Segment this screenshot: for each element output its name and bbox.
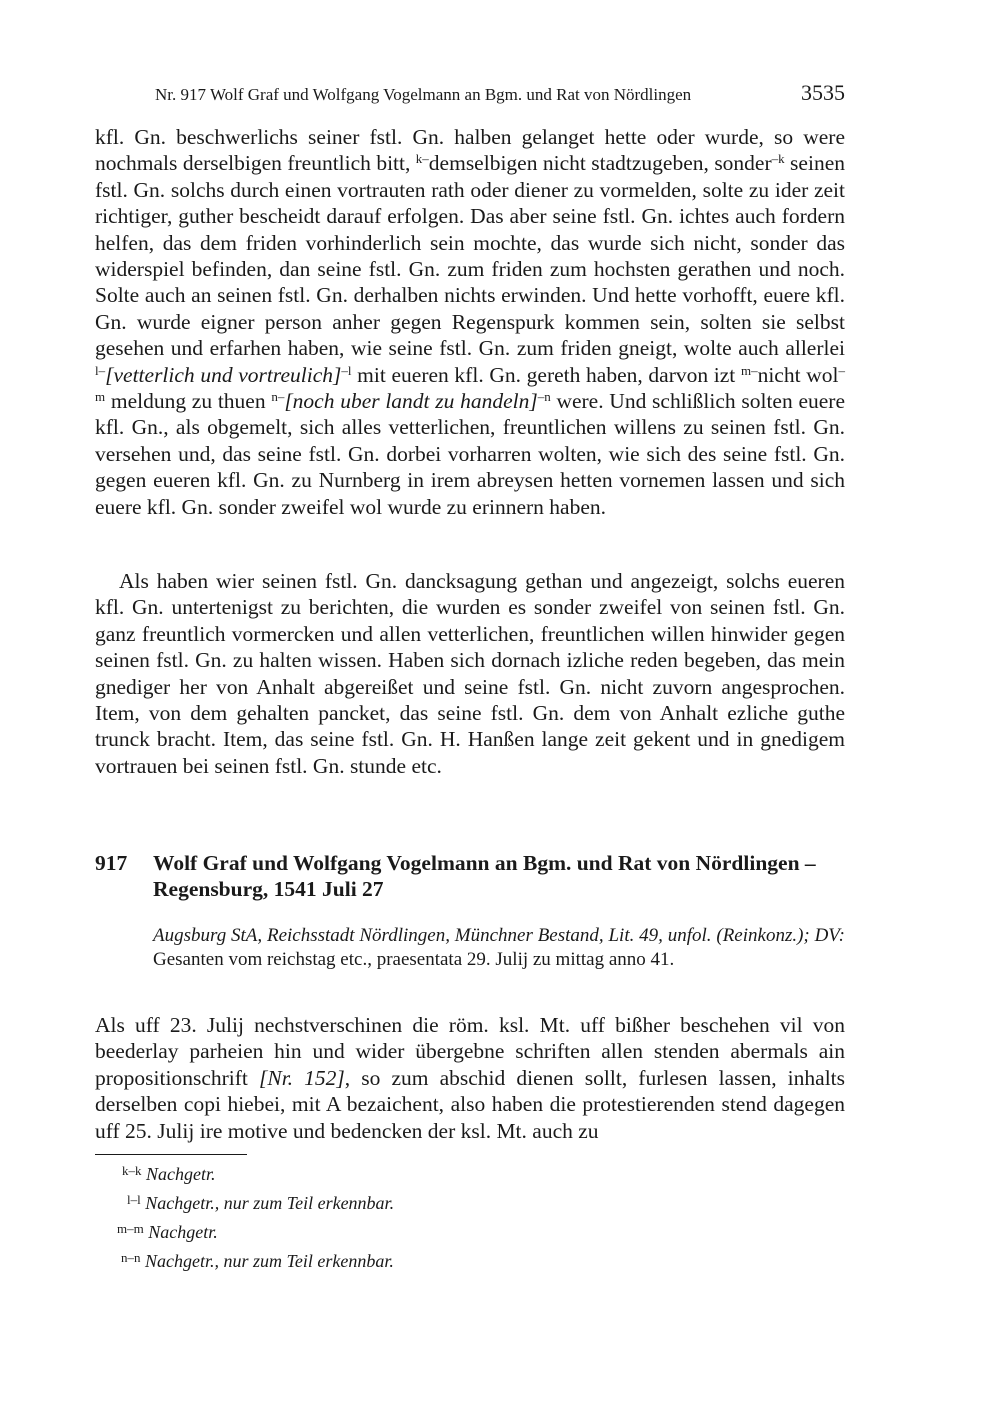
footnote-marker: m– — [740, 362, 758, 378]
footnote — [95, 1216, 845, 1245]
text-run: mit eueren kfl. Gn. gereth haben, darvon izt — [351, 362, 741, 387]
document-title: Wolf Graf und Wolfgang Vogelmann an Bgm. und Rat von Nördlingen – Regensburg, 1541 Juli 27 — [153, 851, 816, 902]
footnote-marker: –n — [537, 389, 551, 405]
footnote-tag: n–n — [121, 1250, 141, 1265]
text-run: were. Und schlißlich solten euere kfl. Gn., als obgemelt, sich alles vetterlichen, freuntlichen willens zu seinen fstl. Gn. versehen und, das seine fstl. Gn. dorbei vorharren wolten, wie sich des seine fstl. Gn. gegen eueren kfl. Gn. zu Nurnberg in irem abreysen hetten vornemen lassen und sich euere kfl. Gn. sonder zweifel wol wurde zu erinnern haben. — [95, 389, 845, 519]
footnote — [95, 1187, 845, 1216]
footnote-tag: l–l — [127, 1192, 141, 1207]
text-run: demselbigen nicht stadtzugeben, sonder — [428, 151, 772, 176]
footnote-marker: –k — [771, 151, 785, 167]
footnote-marker: n– — [271, 389, 285, 405]
text-run: seinen fstl. Gn. solchs durch einen vortrauten rath oder diener zu vormelden, solte zu ider zeit richtiger, guther bescheidt darauf erfolgen. Das aber seine fstl. Gn. ichtes auch fordern helfen, das dem friden vorhinderlich sein mochte, das wurde sich nicht, sonder das widerspiel befinden, dan seine fstl. Gn. zum friden zum hochsten gerathen und noch. Solte auch an seinen fstl. Gn. derhalben nichts erwinden. Und hette vorhofft, euere kfl. Gn. wurde eigner person anher gegen Regenspurk kommen sein, solten sie selbst gesehen und erfarhen haben, wie seine fstl. Gn. zum friden gneigt, wolte auch allerlei — [95, 151, 845, 361]
running-head-title: Nr. 917 Wolf Graf und Wolfgang Vogelmann an Bgm. und Rat von Nördlingen — [155, 85, 692, 104]
footnote-tag: m–m — [117, 1221, 144, 1236]
paragraph-3 — [95, 1012, 845, 1144]
footnote-marker: –l — [341, 362, 352, 378]
footnote-marker: –m — [95, 362, 845, 405]
source-archive: Augsburg StA, Reichsstadt Nördlingen, Münchner Bestand, Lit. 49, unfol. (Reinkonz.); DV: — [153, 925, 845, 946]
text-run: nicht wol — [757, 362, 839, 387]
source-note — [153, 924, 845, 972]
footnote-text: Nachgetr. — [148, 1222, 218, 1242]
footnote — [95, 1245, 845, 1274]
footnote-text: Nachgetr. — [146, 1164, 216, 1184]
footnote-marker: l– — [95, 362, 106, 378]
footnote-rule — [95, 1154, 247, 1155]
document-number: 917 — [95, 851, 128, 875]
editorial-insertion: [Nr. 152] — [258, 1065, 345, 1090]
paragraph-1 — [95, 124, 845, 520]
footnote-text: Nachgetr., nur zum Teil erkennbar. — [145, 1251, 394, 1271]
footnote-tag: k–k — [122, 1163, 142, 1178]
source-endorsement: Gesanten vom reichstag etc., praesentata 29. Julij zu mittag anno 41. — [153, 949, 675, 970]
footnote — [95, 1158, 845, 1187]
footnote-text: Nachgetr., nur zum Teil erkennbar. — [145, 1193, 395, 1213]
text-run: , so zum abschid dienen sollt, furlesen lassen, inhalts derselben copi hiebei, mit A bezaichent, also haben die protestierenden stend dagegen uff 25. Julij ire motive und bedencken der ksl. Mt. auch zu — [95, 1065, 846, 1143]
text-run: Als uff 23. Julij nechstverschinen die röm. ksl. Mt. uff bißher beschehen vil von beederlay parheien hin und wider übergebne schriften allen stenden abermals ain propositionschrift — [95, 1013, 845, 1090]
editorial-insertion: [vetterlich und vortreulich] — [105, 362, 342, 387]
text-run: meldung zu thuen — [105, 389, 272, 414]
page-number: 3535 — [801, 80, 845, 105]
paragraph-2: Als haben wier seinen fstl. Gn. dancksagung gethan und angezeigt, solchs eueren kfl. Gn. untertenigst zu berichten, die wurden es sonder zweifel von seinen fstl. Gn. ganz freuntlich vormercken und allen vetterlichen, freuntlichen willen hinwider gegen seinen fstl. Gn. zu halten wissen. Haben sich dornach izliche reden begeben, das mein gnediger her von Anhalt abgereißet und seine fstl. Gn. nicht zuvorn angesprochen. Item, von dem gehalten pancket, das seine fstl. Gn. dem von Anhalt ezliche guthe trunck bracht. Item, das seine fstl. Gn. H. Hanßen lange zeit gekent und in gnedigem vortrauen bei seinen fstl. Gn. stunde etc. — [95, 569, 845, 778]
footnote-marker: k– — [415, 151, 429, 167]
footnotes — [95, 1158, 845, 1274]
editorial-insertion: [noch uber landt zu handeln] — [284, 389, 538, 414]
text-run: kfl. Gn. beschwerlichs seiner fstl. Gn. halben gelanget hette oder wurde, so were nochmals derselbigen freuntlich bitt, — [95, 125, 845, 176]
running-head — [155, 80, 845, 110]
